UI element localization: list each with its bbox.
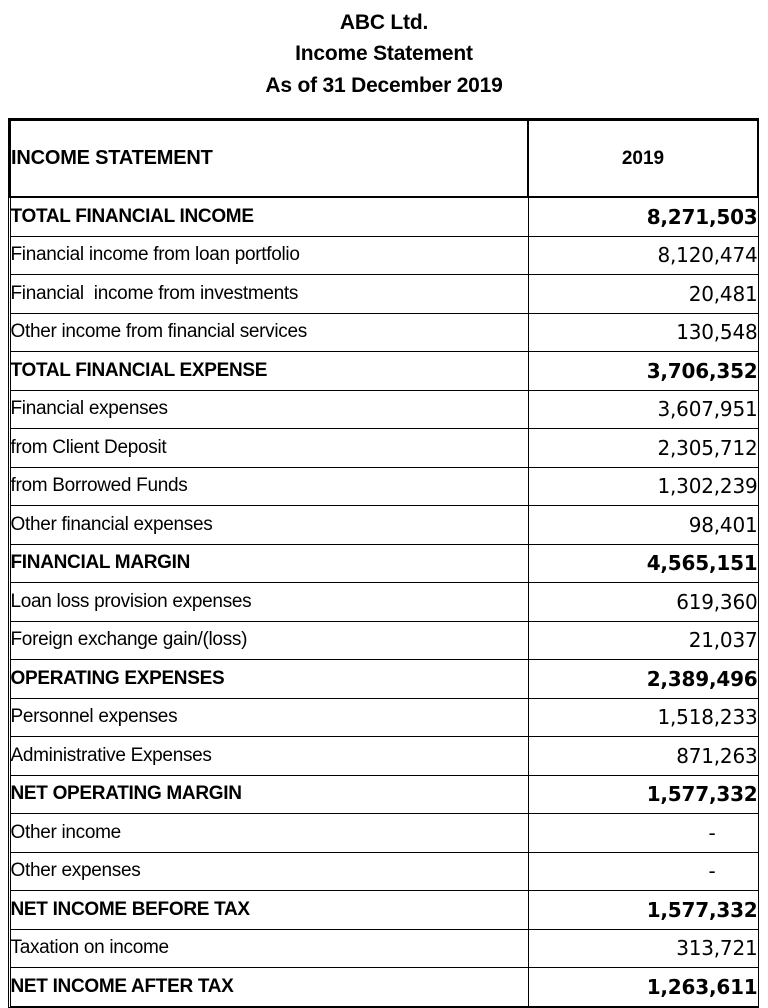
column-header-year: 2019 — [528, 120, 758, 197]
row-value: 20,481 — [528, 275, 758, 314]
row-label: Financial income from investments — [10, 275, 528, 314]
row-label: FINANCIAL MARGIN — [10, 544, 528, 583]
row-value: 21,037 — [528, 621, 758, 660]
table-row — [10, 275, 758, 314]
row-label: Administrative Expenses — [10, 737, 528, 776]
row-value: 313,721 — [528, 929, 758, 968]
table-row — [10, 621, 758, 660]
row-label: TOTAL FINANCIAL EXPENSE — [10, 352, 528, 391]
table-row — [10, 775, 758, 814]
row-label: Other financial expenses — [10, 506, 528, 545]
row-label: Loan loss provision expenses — [10, 583, 528, 622]
row-label: Financial income from loan portfolio — [10, 236, 528, 275]
table-row — [10, 660, 758, 699]
row-value: 871,263 — [528, 737, 758, 776]
row-value: - — [528, 814, 758, 853]
row-value: 8,120,474 — [528, 236, 758, 275]
income-statement-table — [9, 119, 759, 1007]
row-value: 3,706,352 — [528, 352, 758, 391]
statement-period: As of 31 December 2019 — [265, 74, 503, 97]
company-name: ABC Ltd. — [339, 11, 429, 34]
table-row — [10, 197, 758, 236]
row-value: 1,263,611 — [528, 968, 758, 1007]
table-row — [10, 737, 758, 776]
row-value: 8,271,503 — [528, 197, 758, 236]
table-row — [10, 352, 758, 391]
column-header-label: INCOME STATEMENT — [10, 120, 528, 197]
row-label: Taxation on income — [10, 929, 528, 968]
row-value: 4,565,151 — [528, 544, 758, 583]
row-label: Personnel expenses — [10, 698, 528, 737]
table-row — [10, 467, 758, 506]
table-row — [10, 313, 758, 352]
table-row — [10, 929, 758, 968]
row-value: 3,607,951 — [528, 390, 758, 429]
row-value: 1,518,233 — [528, 698, 758, 737]
row-label: NET INCOME AFTER TAX — [10, 968, 528, 1007]
row-label: NET OPERATING MARGIN — [10, 775, 528, 814]
row-label: OPERATING EXPENSES — [10, 660, 528, 699]
row-label: from Borrowed Funds — [10, 467, 528, 506]
row-value: 1,302,239 — [528, 467, 758, 506]
table-row — [10, 891, 758, 930]
row-label: NET INCOME BEFORE TAX — [10, 891, 528, 930]
row-label: Other income — [10, 814, 528, 853]
statement-title: Income Statement — [295, 42, 473, 65]
document-title-block — [0, 0, 768, 102]
table-row — [10, 814, 758, 853]
row-value: 2,305,712 — [528, 429, 758, 468]
row-label: from Client Deposit — [10, 429, 528, 468]
table-row — [10, 583, 758, 622]
table-row — [10, 698, 758, 737]
row-label: Other income from financial services — [10, 313, 528, 352]
row-label: Foreign exchange gain/(loss) — [10, 621, 528, 660]
row-label: Financial expenses — [10, 390, 528, 429]
row-value: 1,577,332 — [528, 775, 758, 814]
row-value: 98,401 — [528, 506, 758, 545]
table-header-row — [10, 120, 758, 197]
row-label: Other expenses — [10, 852, 528, 891]
income-statement-table-wrapper — [9, 119, 757, 1007]
table-row — [10, 544, 758, 583]
row-value: 2,389,496 — [528, 660, 758, 699]
row-value: 130,548 — [528, 313, 758, 352]
table-row — [10, 236, 758, 275]
row-label: TOTAL FINANCIAL INCOME — [10, 197, 528, 236]
table-row — [10, 852, 758, 891]
table-row — [10, 429, 758, 468]
table-row — [10, 968, 758, 1007]
table-row — [10, 506, 758, 545]
table-row — [10, 390, 758, 429]
row-value: 619,360 — [528, 583, 758, 622]
row-value: 1,577,332 — [528, 891, 758, 930]
row-value: - — [528, 852, 758, 891]
